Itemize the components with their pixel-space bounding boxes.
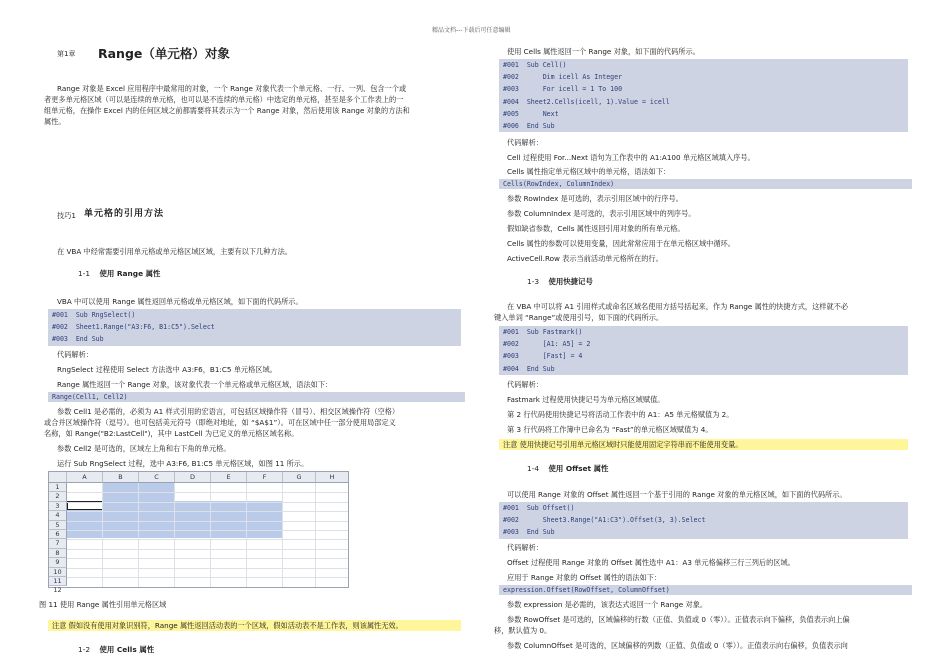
code-line: #004 End Sub xyxy=(503,364,555,373)
code-line: #005 Next xyxy=(503,109,559,118)
note-shortcut: 注意 使用快捷记号引用单元格区域时只能使用固定字符串而不能使用变量。 xyxy=(499,439,908,450)
grid-line xyxy=(138,483,139,587)
para-line: 或合并区域操作符（逗号）。也可包括美元符号（即绝对地址，如 “$A$1”）。可在区域中任一部分使用局部定义 xyxy=(44,418,396,427)
grid-line xyxy=(174,483,175,587)
column-header: A xyxy=(67,472,103,483)
section-number: 1-4 xyxy=(527,464,540,473)
cell2-text: 参数 Cell2 是可选的，区域左上角和右下角的单元格。 xyxy=(57,444,231,453)
code-line: #001 Sub RngSelect() xyxy=(52,311,136,319)
chapter-number: 第1章 xyxy=(57,50,76,58)
row-header: 9 xyxy=(49,558,67,567)
row-header: 11 xyxy=(49,577,67,586)
figure-caption: 图 11 使用 Range 属性引用单元格区域 xyxy=(39,600,167,609)
section-text: VBA 中可以使用 Range 属性返回单元格或单元格区域，如下面的代码所示。 xyxy=(57,297,303,306)
grid-line xyxy=(67,521,348,522)
grid-line xyxy=(67,577,348,578)
section-title: 使用 Range 属性 xyxy=(99,269,161,278)
column-header: E xyxy=(211,472,247,483)
column-header: F xyxy=(247,472,283,483)
code-line: #002 Sheet3.Range("A1:C3").Offset(3, 3).Select xyxy=(503,516,706,525)
grid-line xyxy=(246,483,247,587)
section-title: 使用 Offset 属性 xyxy=(548,464,609,473)
section-text: 可以使用 Range 对象的 Offset 属性返回一个基于引用的 Range 对象的单元格区域，如下面的代码所示。 xyxy=(507,490,847,499)
para-line: 在 VBA 中可以将 A1 引用样式或命名区域名使用方括号括起来，作为 Range 属性的快捷方式，这样就不必 xyxy=(507,302,849,311)
code-line: #002 [A1: A5] = 2 xyxy=(503,340,591,349)
column-header: D xyxy=(175,472,211,483)
row-header: 5 xyxy=(49,521,67,530)
row-header: 3 xyxy=(49,502,67,511)
para-line: 第 2 行代码使用快捷记号将活动工作表中的 A1：A5 单元格赋值为 2。 xyxy=(507,410,734,419)
section-heading-1-2 xyxy=(78,644,154,655)
chapter-title: Range（单元格）对象 xyxy=(98,46,230,61)
section-title: 使用快捷记号 xyxy=(548,277,593,286)
code-line: #003 End Sub xyxy=(52,335,104,344)
grid-line xyxy=(282,483,283,587)
grid-line xyxy=(67,502,348,503)
code-line: #002 Dim icell As Integer xyxy=(503,73,623,82)
grid-line xyxy=(67,568,348,569)
para-line: Fastmark 过程使用快捷记号为单元格区域赋值。 xyxy=(507,395,665,404)
section-heading-1-1 xyxy=(78,268,160,279)
code-label: 代码解析： xyxy=(57,350,93,359)
section-number: 1-1 xyxy=(78,269,91,278)
row-header: 6 xyxy=(49,530,67,539)
para-line: 名称，如 Range("B2:LastCell")，其中 LastCell 为已定义的单元格区域名称。 xyxy=(44,429,299,438)
column-header: C xyxy=(139,472,175,483)
section-text: 使用 Cells 属性返回一个 Range 对象，如下面的代码所示。 xyxy=(507,47,700,56)
header-note: 精品文档---下载后可任意编辑 xyxy=(432,27,511,34)
intro-line: 组单元格，在操作 Excel 内的任何区域之前都需要将其表示为一个 Range 对象，然后使用该 Range 对象的方法和 xyxy=(44,106,410,115)
code-desc: 应用于 Range 对象的 Offset 属性的语法如下： xyxy=(507,573,662,582)
code-block-rngselect xyxy=(48,309,461,346)
tip-title: 单元格的引用方法 xyxy=(84,209,165,219)
code-line: #003 For icell = 1 To 100 xyxy=(503,85,623,94)
code-block-cell xyxy=(499,59,908,132)
grid-line xyxy=(67,549,348,550)
code-label: 代码解析： xyxy=(507,380,543,389)
tip-number: 技巧1 xyxy=(57,211,76,220)
syntax-offset: expression.Offset(RowOffset, ColumnOffset) xyxy=(499,585,912,595)
column-header: G xyxy=(283,472,316,483)
code-desc: Offset 过程使用 Range 对象的 Offset 属性选中 A1：A3 单元格偏移三行三列后的区域。 xyxy=(507,558,795,567)
intro-line: 属性。 xyxy=(44,117,66,126)
intro-line: 者更多单元格区域（可以是连续的单元格，也可以是不连续的单元格）中选定的单元格，甚至是多个工作表上的一 xyxy=(44,95,404,104)
code-block-offset xyxy=(499,502,908,539)
column-header: B xyxy=(103,472,139,483)
code-label: 代码解析： xyxy=(507,138,543,147)
para-line: ActiveCell.Row 表示当前活动单元格所在的行。 xyxy=(507,254,663,263)
code-line: #002 Sheet1.Range("A3:F6, B1:C5").Select xyxy=(52,323,215,332)
row-header: 1 xyxy=(49,483,67,492)
tip-intro: 在 VBA 中经常需要引用单元格或单元格区域区域，主要有以下几种方法。 xyxy=(57,247,292,256)
para-line: 参数 RowIndex 是可选的，表示引用区域中的行序号。 xyxy=(507,194,683,203)
row-header: 7 xyxy=(49,539,67,548)
code-desc: Cell 过程使用 For...Next 语句为工作表中的 A1:A100 单元格区域填入序号。 xyxy=(507,153,755,162)
para-line: 假如缺省参数，Cells 属性返回引用对象的所有单元格。 xyxy=(507,224,685,233)
code-line: #001 Sub Fastmark() xyxy=(503,328,583,336)
row-header: 2 xyxy=(49,492,67,501)
syntax-range: Range(Cell1, Cell2) xyxy=(48,392,465,402)
code-desc: Cells 属性指定单元格区域中的单元格，语法如下： xyxy=(507,167,671,176)
grid-line xyxy=(67,539,348,540)
section-title: 使用 Cells 属性 xyxy=(99,645,155,654)
para-line: 参数 expression 是必需的，该表达式返回一个 Range 对象。 xyxy=(507,600,708,609)
grid-line xyxy=(67,558,348,559)
grid-line xyxy=(67,492,348,493)
code-line: #001 Sub Cell() xyxy=(503,61,567,69)
grid-line xyxy=(102,483,103,587)
syntax-cells: Cells(RowIndex, ColumnIndex) xyxy=(499,179,912,189)
grid-line xyxy=(67,530,348,531)
grid-line xyxy=(315,483,316,587)
para-line: Cells 属性的参数可以使用变量，因此常常应用于在单元格区域中循环。 xyxy=(507,239,735,248)
section-number: 1-3 xyxy=(527,277,540,286)
para-line: 移，默认值为 0。 xyxy=(494,626,552,635)
row-header: 8 xyxy=(49,549,67,558)
corner-cell xyxy=(49,472,67,483)
para-line: 第 3 行代码将工作簿中已命名为 “Fast”的单元格区域赋值为 4。 xyxy=(507,425,713,434)
para-line: 键入单词 “Range”或使用引号，如下面的代码所示。 xyxy=(494,313,664,322)
code-line: #004 Sheet2.Cells(icell, 1).Value = icell xyxy=(503,97,670,106)
column-header: H xyxy=(316,472,348,483)
run-text: 运行 Sub RngSelect 过程，选中 A3:F6, B1:C5 单元格区域，如图 11 所示。 xyxy=(57,459,309,468)
section-number: 1-2 xyxy=(78,645,91,654)
grid-line xyxy=(210,483,211,587)
code-label: 代码解析： xyxy=(507,543,543,552)
code-line: #003 [Fast] = 4 xyxy=(503,352,583,361)
intro-line: Range 对象是 Excel 应用程序中最常用的对象，一个 Range 对象代表一个单元格、一行、一列、包含一个或 xyxy=(57,84,407,93)
para-line: 参数 ColumnIndex 是可选的，表示引用区域中的列序号。 xyxy=(507,209,696,218)
code-desc: Range 属性返回一个 Range 对象，该对象代表一个单元格或单元格区域，语法如下： xyxy=(57,380,333,389)
section-heading-1-3 xyxy=(527,276,593,287)
spreadsheet-figure: A B C D E F G H 1 2 3 4 5 6 7 8 9 10 11 12 xyxy=(48,471,349,588)
section-heading-1-4 xyxy=(527,463,608,474)
code-line: #006 End Sub xyxy=(503,121,555,130)
row-header: 10 xyxy=(49,568,67,577)
code-line: #003 End Sub xyxy=(503,528,555,537)
grid-line xyxy=(67,511,348,512)
para-line: 参数 ColumnOffset 是可选的，区域偏移的列数（正值、负值或 0（零））。正值表示向右偏移，负值表示向 xyxy=(507,641,848,650)
para-line: 参数 Cell1 是必需的，必须为 A1 样式引用的宏语言，可包括区域操作符（冒号）、相交区域操作符（空格） xyxy=(57,407,400,416)
note-range: 注意 假如没有使用对象识别符，Range 属性返回活动表的一个区域，假如活动表不是工作表，则该属性无效。 xyxy=(48,620,461,631)
code-line: #001 Sub Offset() xyxy=(503,504,575,512)
para-line: 参数 RowOffset 是可选的，区域偏移的行数（正值、负值或 0（零））。正值表示向下偏移，负值表示向上偏 xyxy=(507,615,850,624)
code-block-fastmark xyxy=(499,326,908,375)
row-header: 4 xyxy=(49,511,67,520)
code-desc: RngSelect 过程使用 Select 方法选中 A3:F6，B1:C5 单元格区域。 xyxy=(57,365,277,374)
